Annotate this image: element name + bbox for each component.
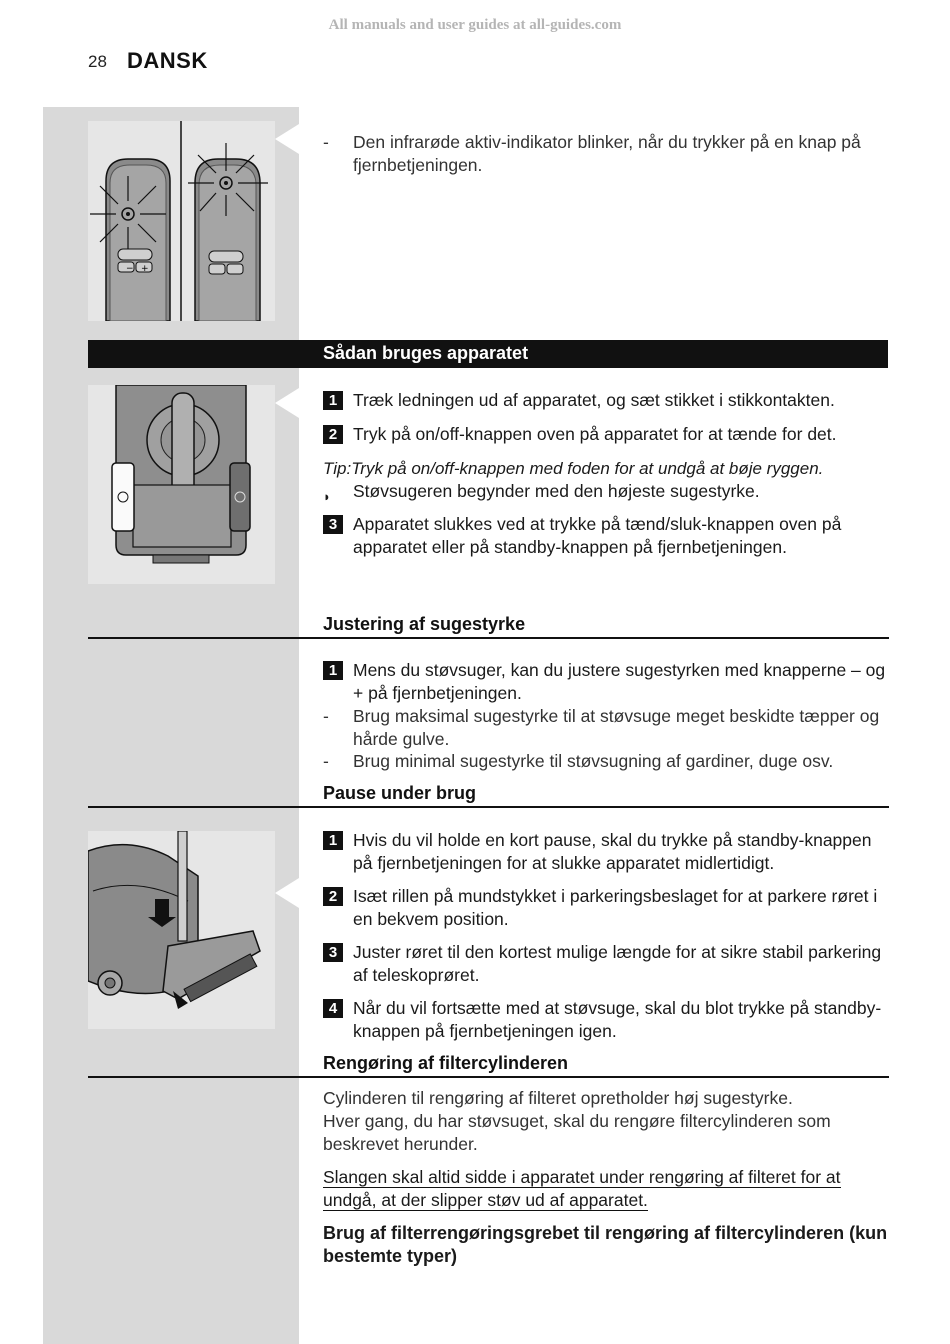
filter-paragraph-1: Cylinderen til rengøring af filteret opretholder høj sugestyrke. (323, 1088, 793, 1108)
result-arrow-icon: ◗ (323, 489, 331, 504)
step-number: 3 (323, 515, 343, 534)
step-text: Hvis du vil holde en kort pause, skal du trykke på standby-knappen på fjernbetjeningen for at slukke apparatet midlertidigt. (353, 830, 872, 873)
step-use-1 (323, 389, 888, 412)
step-suction-1 (323, 659, 888, 705)
callout-pointer (275, 124, 299, 154)
parking-drawing (88, 831, 275, 1029)
parking-illustration (88, 831, 275, 1029)
step-text: Juster røret til den kortest mulige længde for at sikre stabil parkering af teleskoprøret. (353, 942, 882, 985)
step-text: Når du vil fortsætte med at støvsuge, skal du blot trykke på standby-knappen på fjernbetjeningen igen. (353, 998, 882, 1041)
warning-text: Slangen skal altid sidde i apparatet under rengøring af filteret for at undgå, at der slipper støv ud af apparatet. (323, 1167, 841, 1210)
language-heading: DANSK (127, 48, 208, 73)
section-title-use: Sådan bruges apparatet (323, 343, 529, 363)
step-number: 2 (323, 425, 343, 444)
heading-pause: Pause under brug (323, 783, 477, 803)
step-use-2 (323, 423, 888, 446)
plus-label: + (141, 264, 149, 274)
step-number: 4 (323, 999, 343, 1018)
section-bar (88, 340, 888, 368)
suction-dash-2: - Brug minimal sugestyrke til støvsugning af gardiner, duge osv. (323, 750, 888, 773)
remote-control-illustration (88, 121, 275, 321)
step-number: 2 (323, 887, 343, 906)
page-number: 28 (88, 52, 107, 71)
heading-rule (88, 637, 889, 639)
step-number: 1 (323, 831, 343, 850)
heading-filter: Rengøring af filtercylinderen (323, 1053, 569, 1073)
remote-control-drawing (88, 121, 275, 321)
heading-rule (88, 806, 889, 808)
callout-pointer (275, 388, 299, 418)
tip-text: Tip:Tryk på on/off-knappen med foden for at undgå at bøje ryggen. (323, 459, 824, 478)
callout-pointer (275, 878, 299, 908)
watermark: All manuals and user guides at all-guides.com (328, 17, 622, 33)
vacuum-top-illustration (88, 385, 275, 584)
intro-bullet: - Den infrarøde aktiv-indikator blinker, når du trykker på en knap på fjernbetjeningen. (323, 131, 888, 177)
step-pause-2 (323, 885, 888, 931)
result-bullet (323, 480, 888, 503)
step-text: Isæt rillen på mundstykket i parkeringsbeslaget for at parkere røret i en bekvem position. (353, 886, 878, 929)
suction-dash-1: - Brug maksimal sugestyrke til at støvsuge meget beskidte tæpper og hårde gulve. (323, 705, 888, 751)
step-number: 3 (323, 943, 343, 962)
result-text: Støvsugeren begynder med den højeste sugestyrke. (353, 481, 760, 501)
step-pause-1 (323, 829, 888, 875)
filter-subheading: Brug af filterrengøringsgrebet til rengøring af filtercylinderen (kun bestemte typer) (323, 1223, 888, 1266)
heading-rule (88, 1076, 889, 1078)
minus-label: − (126, 264, 134, 274)
filter-warning (323, 1166, 853, 1212)
step-text: Apparatet slukkes ved at trykke på tænd/sluk-knappen oven på apparatet eller på standby-knappen på fjernbetjeningen. (353, 514, 842, 557)
step-use-3 (323, 513, 888, 559)
step-pause-3 (323, 941, 888, 987)
step-number: 1 (323, 391, 343, 410)
step-text: Mens du støvsuger, kan du justere sugestyrken med knapperne – og + på fjernbetjeningen. (353, 660, 886, 703)
step-number: 1 (323, 661, 343, 680)
vacuum-top-drawing (88, 385, 275, 584)
step-text: Tryk på on/off-knappen oven på apparatet for at tænde for det. (353, 424, 837, 444)
heading-suction: Justering af sugestyrke (323, 614, 526, 634)
filter-paragraph-2: Hver gang, du har støvsuget, skal du rengøre filtercylinderen som beskrevet herunder. (323, 1111, 831, 1154)
step-pause-4 (323, 997, 888, 1043)
step-text: Træk ledningen ud af apparatet, og sæt stikket i stikkontakten. (353, 390, 835, 410)
